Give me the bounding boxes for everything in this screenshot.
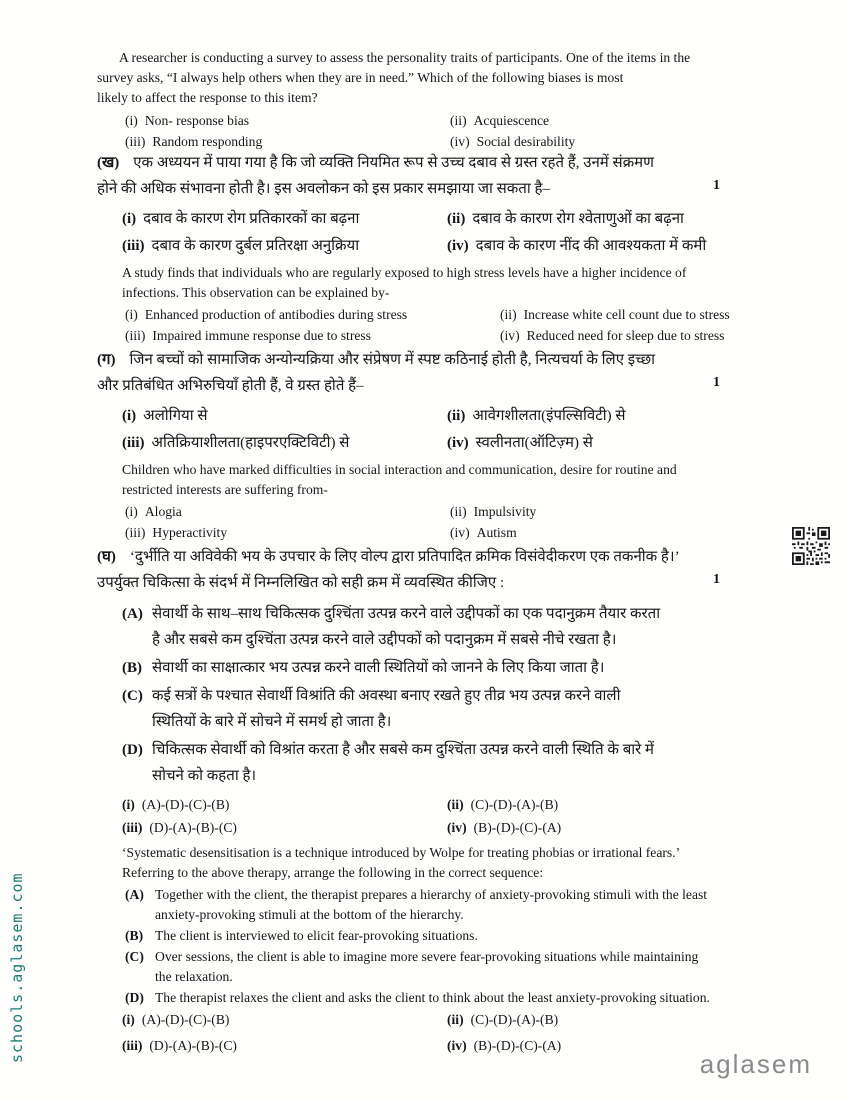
text-line: जिन बच्चों को सामाजिक अन्योन्यक्रिया और संप्रेषण में स्पष्ट कठिनाई होती है, नित्यचर्या के लिए इच्छा	[129, 352, 656, 368]
statement-text	[155, 988, 803, 1008]
option-item	[122, 795, 447, 815]
text-line: एक अध्ययन में पाया गया है कि जो व्यक्ति नियमित रूप से उच्च दबाव से ग्रस्त रहते हैं, उनमें संक्रमण	[133, 155, 654, 171]
question-label: (ख)	[97, 155, 120, 171]
text-line: कई सत्रों के पश्चात सेवार्थी विश्रांति की अवस्था बनाए रखते हुए तीव्र भय उत्पन्न करने वाली	[152, 688, 621, 704]
text-line: likely to affect the response to this item?	[97, 90, 318, 105]
statement-letter: (A)	[125, 887, 144, 902]
option-number: (ii)	[447, 1012, 464, 1027]
question-gha-section	[97, 544, 803, 1056]
option-number: (iii)	[125, 134, 146, 149]
option-item	[450, 523, 803, 543]
option-text: Reduced need for sleep due to stress	[526, 328, 725, 343]
option-text: अलोगिया से	[143, 408, 208, 424]
statement-text	[152, 601, 803, 653]
question-a-section	[97, 48, 803, 152]
question-ga-english-text	[122, 460, 803, 500]
statement-row	[125, 988, 803, 1008]
option-item	[450, 111, 803, 131]
statement-letter: (D)	[122, 742, 143, 758]
question-kha-hindi-text	[97, 150, 803, 202]
option-item	[125, 111, 450, 131]
question-kha-english-options	[125, 305, 803, 346]
option-number: (iv)	[450, 134, 470, 149]
text-line: उपर्युक्त चिकित्सा के संदर्भ में निम्नलिखित को सही क्रम में व्यवस्थित कीजिए :	[97, 575, 505, 591]
statement-text	[155, 947, 803, 987]
option-number: (i)	[122, 211, 137, 227]
option-item	[450, 502, 803, 522]
option-item	[447, 795, 803, 815]
text-line: Together with the client, the therapist prepares a hierarchy of anxiety-provoking stimuli with the least	[155, 887, 708, 902]
text-line: restricted interests are suffering from-	[122, 482, 328, 497]
option-text: आवेगशीलता(इंपल्सिविटी) से	[472, 408, 626, 424]
text-line: The client is interviewed to elicit fear-provoking situations.	[155, 928, 478, 943]
option-text: दबाव के कारण रोग श्वेताणुओं का बढ़ना	[472, 211, 684, 227]
option-item	[122, 818, 447, 838]
text-line: है और सबसे कम दुश्चिंता उत्पन्न करने वाले उद्दीपकों को पदानुक्रम में सबसे नीचे रखता है।	[152, 632, 617, 648]
option-text: दबाव के कारण दुर्बल प्रतिरक्षा अनुक्रिया	[151, 238, 360, 254]
option-number: (ii)	[500, 307, 517, 322]
statement-letter: (B)	[122, 660, 142, 676]
statement-text	[152, 655, 803, 681]
text-line: Children who have marked difficulties in social interaction and communication, desire for routine and	[122, 462, 677, 477]
option-number: (ii)	[450, 504, 467, 519]
option-item	[125, 326, 500, 346]
option-number: (i)	[122, 797, 135, 812]
text-line: survey asks, “I always help others when they are in need.” Which of the following biases is most	[97, 70, 624, 85]
statement-letter: (D)	[125, 990, 144, 1005]
question-content	[97, 0, 803, 1100]
text-line: होने की अधिक संभावना होती है। इस अवलोकन को इस प्रकार समझाया जा सकता है–	[97, 181, 550, 197]
statement-letter: (B)	[125, 928, 144, 943]
option-number: (iii)	[125, 328, 146, 343]
aglasem-logo: aglasem	[699, 1049, 812, 1079]
question-gha-english-quote: ‘Systematic desensitisation is a technique introduced by Wolpe for treating phobias or irrational fears.’	[122, 845, 681, 860]
option-item	[447, 233, 803, 259]
option-item	[450, 132, 803, 152]
option-text: दबाव के कारण रोग प्रतिकारकों का बढ़ना	[143, 211, 360, 227]
option-text: Hyperactivity	[152, 525, 228, 540]
text-line: ‘दुर्भीति या अविवेकी भय के उपचार के लिए वोल्प द्वारा प्रतिपादित क्रमिक विसंवेदीकरण एक तकनीक है।’	[129, 549, 680, 565]
text-line	[97, 347, 803, 373]
statement-row	[122, 737, 803, 789]
text-line: सेवार्थी के साथ–साथ चिकित्सक दुश्चिंता उत्पन्न करने वाले उद्दीपकों का एक पदानुक्रम तैयार करता	[152, 606, 661, 622]
question-gha-hindi-statements	[122, 601, 803, 789]
option-text: Alogia	[144, 504, 182, 519]
option-number: (ii)	[450, 113, 467, 128]
option-number: (ii)	[447, 408, 466, 424]
watermark-site-text: schools.aglasem.com	[8, 872, 26, 1063]
option-text: (A)-(D)-(C)-(B)	[141, 1012, 230, 1027]
text-line	[97, 150, 803, 176]
statement-text	[152, 737, 803, 789]
question-kha-english-text	[122, 263, 803, 303]
option-text: Random responding	[152, 134, 263, 149]
text-line: स्थितियों के बारे में सोचने में समर्थ हो जाता है।	[152, 714, 392, 730]
option-number: (i)	[125, 113, 138, 128]
option-number: (i)	[125, 504, 138, 519]
option-text: Increase white cell count due to stress	[523, 307, 730, 322]
text-line	[97, 570, 803, 596]
statement-text	[155, 885, 803, 925]
text-line	[97, 176, 803, 202]
statement-row	[122, 601, 803, 653]
option-item	[125, 305, 500, 325]
text-line: सोचने को कहता है।	[152, 768, 257, 784]
marks-value: 1	[713, 375, 720, 390]
option-text: (D)-(A)-(B)-(C)	[149, 1038, 237, 1053]
option-item	[122, 233, 447, 259]
option-text: (D)-(A)-(B)-(C)	[149, 820, 237, 835]
question-gha-hindi-text	[97, 544, 803, 596]
option-text: (B)-(D)-(C)-(A)	[473, 820, 562, 835]
question-ga-section	[97, 347, 803, 543]
statement-letter: (C)	[125, 949, 144, 964]
option-number: (iv)	[447, 1038, 467, 1053]
question-gha-hindi-answer-options	[122, 795, 803, 838]
marks-value: 1	[713, 572, 720, 587]
option-number: (iv)	[447, 820, 467, 835]
text-line: और प्रतिबंधित अभिरुचियाँ होती हैं, वे ग्रस्त होते हैं–	[97, 378, 364, 394]
option-text: अतिक्रियाशीलता(हाइपरएक्टिविटी) से	[151, 435, 350, 451]
question-gha-english-instruction: Referring to the above therapy, arrange the following in the correct sequence:	[122, 865, 544, 880]
option-number: (iii)	[122, 238, 145, 254]
option-item	[122, 430, 447, 456]
text-line: infections. This observation can be explained by-	[122, 285, 390, 300]
statement-row	[122, 655, 803, 681]
text-line: A researcher is conducting a survey to assess the personality traits of participants. One of the items in the	[119, 50, 691, 65]
question-a-text	[97, 48, 803, 108]
option-text: (B)-(D)-(C)-(A)	[473, 1038, 562, 1053]
text-line: Over sessions, the client is able to imagine more severe fear-provoking situations while maintaining	[155, 949, 699, 964]
option-number: (iii)	[122, 820, 143, 835]
option-item	[500, 305, 803, 325]
option-number: (i)	[122, 1012, 135, 1027]
option-item	[447, 206, 803, 232]
statement-letter: (A)	[122, 606, 143, 622]
text-line: A study finds that individuals who are regularly exposed to high stress levels have a higher incidence of	[122, 265, 687, 280]
option-item	[125, 132, 450, 152]
option-item	[447, 818, 803, 838]
text-line: the relaxation.	[155, 969, 233, 984]
option-item	[122, 206, 447, 232]
text-line: चिकित्सक सेवार्थी को विश्रांत करता है और सबसे कम दुश्चिंता उत्पन्न करने वाली स्थिति के बारे में	[152, 742, 655, 758]
text-line	[97, 373, 803, 399]
option-text: Acquiescence	[473, 113, 550, 128]
statement-text	[155, 926, 803, 946]
option-item	[125, 523, 450, 543]
statement-row	[122, 683, 803, 735]
statement-row	[125, 947, 803, 987]
question-ga-hindi-text	[97, 347, 803, 399]
option-text: (C)-(D)-(A)-(B)	[470, 1012, 559, 1027]
question-gha-english-statements	[125, 885, 803, 1008]
text-line: The therapist relaxes the client and asks the client to think about the least anxiety-provoking situation.	[155, 990, 710, 1005]
statement-text	[152, 683, 803, 735]
option-item	[122, 403, 447, 429]
option-text: Enhanced production of antibodies during stress	[144, 307, 408, 322]
question-ga-english-options	[125, 502, 803, 543]
qr-code-graphic	[792, 527, 830, 565]
text-line	[97, 544, 803, 570]
qr-code	[792, 527, 830, 565]
option-item	[447, 430, 803, 456]
option-text: Impulsivity	[473, 504, 537, 519]
option-item	[447, 1010, 803, 1030]
option-item	[125, 502, 450, 522]
option-number: (iv)	[450, 525, 470, 540]
option-text: Social desirability	[476, 134, 576, 149]
option-number: (iv)	[500, 328, 520, 343]
statement-row	[125, 926, 803, 946]
option-text: (C)-(D)-(A)-(B)	[470, 797, 559, 812]
question-ga-hindi-options	[122, 403, 803, 456]
option-number: (ii)	[447, 211, 466, 227]
option-text: Autism	[476, 525, 517, 540]
marks-value: 1	[713, 178, 720, 193]
option-text: Impaired immune response due to stress	[152, 328, 371, 343]
question-kha-hindi-options	[122, 206, 803, 259]
statement-letter: (C)	[122, 688, 143, 704]
option-number: (iii)	[125, 525, 146, 540]
option-number: (iv)	[447, 238, 469, 254]
option-item	[122, 1036, 447, 1056]
option-number: (iii)	[122, 435, 145, 451]
option-text: दबाव के कारण नींद की आवश्यकता में कमी	[475, 238, 707, 254]
option-text: (A)-(D)-(C)-(B)	[141, 797, 230, 812]
option-number: (iv)	[447, 435, 469, 451]
option-item	[122, 1010, 447, 1030]
option-number: (i)	[125, 307, 138, 322]
question-kha-section	[97, 150, 803, 346]
question-label: (ग)	[97, 352, 116, 368]
statement-row	[125, 885, 803, 925]
option-number: (i)	[122, 408, 137, 424]
question-label: (घ)	[97, 549, 116, 565]
text-line: anxiety-provoking stimuli at the bottom of the hierarchy.	[155, 907, 464, 922]
text-line: सेवार्थी का साक्षात्कार भय उत्पन्न करने वाली स्थितियों को जानने के लिए किया जाता है।	[152, 660, 605, 676]
option-number: (ii)	[447, 797, 464, 812]
option-item	[500, 326, 803, 346]
option-text: स्वलीनता(ऑटिज़्म) से	[475, 435, 593, 451]
option-item	[447, 403, 803, 429]
question-a-options	[125, 111, 803, 152]
option-number: (iii)	[122, 1038, 143, 1053]
option-text: Non- response bias	[144, 113, 250, 128]
